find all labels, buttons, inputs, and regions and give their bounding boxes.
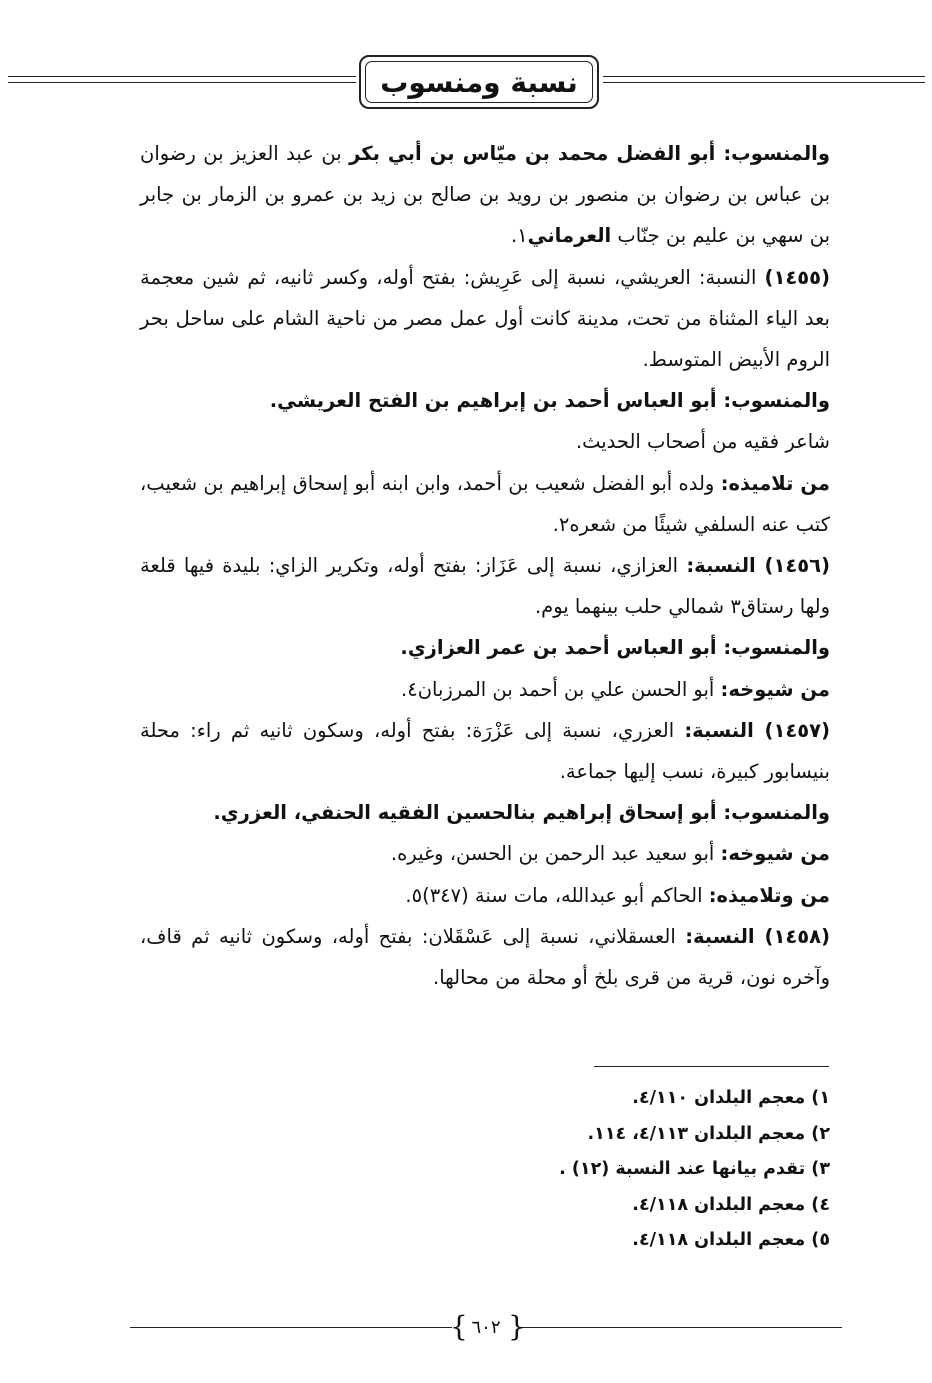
bold-segment: من شيوخه:: [720, 842, 830, 866]
bold-segment: (١٤٥٥): [764, 265, 830, 289]
bold-segment: والمنسوب: أبو العباس أحمد بن إبراهيم بن الفتح العريشي.: [269, 389, 830, 413]
paragraph: [140, 875, 830, 916]
bold-segment: من وتلاميذه:: [708, 883, 830, 907]
footnote-separator: [594, 1066, 829, 1067]
paragraph: [140, 916, 830, 998]
footnote: ٢) معجم البلدان ٤/١١٣، ١١٤.: [587, 1123, 830, 1144]
paragraph: [140, 133, 830, 257]
page-header: [0, 55, 932, 117]
bold-segment: والمنسوب: أبو إسحاق إبراهيم بنالحسين الفقيه الحنفي، العزري.: [213, 801, 830, 825]
text-segment: ولده أبو الفضل شعيب بن أحمد، وابن ابنه أبو إسحاق إبراهيم بن شعيب، كتب عنه السلفي شيئًا من شعره٢.: [140, 471, 830, 536]
bold-segment: (١٤٥٧) النسبة:: [684, 718, 830, 742]
text-segment: ١.: [510, 224, 528, 248]
text-segment: أبو سعيد عبد الرحمن بن الحسن، وغيره.: [390, 842, 721, 866]
text-segment: أبو الحسن علي بن أحمد بن المرزبان٤.: [401, 677, 721, 701]
paragraph: [140, 257, 830, 381]
header-rule-right-bottom: [603, 82, 925, 83]
text-segment: الحاكم أبو عبدالله، مات سنة (٣٤٧)٥.: [405, 883, 709, 907]
page-number: ٦٠٢: [471, 1316, 501, 1338]
footnote: ١) معجم البلدان ٤/١١٠.: [632, 1088, 830, 1108]
bold-segment: العرماني: [527, 224, 612, 248]
paragraph: [140, 792, 830, 833]
page-footer: [0, 1312, 932, 1342]
text-segment: بن عبد العزيز بن رضوان بن عباس بن رضوان بن منصور بن رويد بن صالح بن زيد بن عمرو بن الزمار بن جابر بن سهي بن عليم بن جنّاب: [140, 142, 830, 248]
paragraph: [140, 545, 830, 627]
header-rule-left-bottom: [8, 82, 356, 83]
bold-segment: والمنسوب: أبو العباس أحمد بن عمر العزازي.: [400, 636, 830, 660]
footnote: ٥) معجم البلدان ٤/١١٨.: [632, 1230, 830, 1250]
header-title: نسبة ومنسوب: [380, 65, 578, 99]
bold-segment: من تلاميذه:: [720, 471, 830, 495]
footer-rule-right: [520, 1327, 842, 1328]
header-title-frame: [359, 55, 599, 109]
footnote: ٤) معجم البلدان ٤/١١٨.: [632, 1194, 830, 1215]
footer-brace-right: }: [508, 1310, 526, 1343]
footer-rule-left: [130, 1327, 452, 1328]
main-text: [140, 133, 830, 998]
text-segment: العزري، نسبة إلى عَزْرَة: بفتح أوله، وسكون ثانيه ثم راء: محلة بنيسابور كبيرة، نسب إليها جماعة.: [140, 718, 830, 784]
header-rule-left-top: [8, 76, 356, 77]
paragraph: [140, 421, 830, 462]
footer-brace-left: {: [450, 1310, 468, 1343]
footnotes: [400, 1081, 830, 1259]
bold-segment: والمنسوب: أبو الفضل محمد بن ميّاس بن أبي بكر: [349, 142, 830, 165]
paragraph: [140, 463, 830, 545]
header-rule-right-top: [603, 76, 925, 77]
paragraph: [140, 710, 830, 792]
text-segment: العسقلاني، نسبة إلى عَسْقَلان: بفتح أوله، وسكون ثانيه ثم قاف، وآخره نون، قرية من قرى بلخ أو محلة من محالها.: [140, 924, 830, 990]
paragraph: [140, 833, 830, 874]
paragraph: [140, 380, 830, 421]
bold-segment: (١٤٥٦) النسبة:: [686, 554, 830, 578]
bold-segment: (١٤٥٨) النسبة:: [685, 924, 830, 948]
text-segment: شاعر فقيه من أصحاب الحديث.: [575, 430, 830, 454]
footnote: ٣) تقدم بيانها عند النسبة (١٢) .: [559, 1159, 830, 1179]
bold-segment: من شيوخه:: [720, 677, 830, 701]
paragraph: [140, 627, 830, 668]
text-segment: النسبة: العريشي، نسبة إلى عَرِيش: بفتح أوله، وكسر ثانيه، ثم شين معجمة بعد الياء المثناة من تحت، مدينة كانت أول عمل مصر من ناحية الشام على ساحل بحر الروم الأبيض المتوسط.: [140, 265, 830, 372]
paragraph: [140, 669, 830, 710]
text-segment: العزازي، نسبة إلى عَزَاز: بفتح أوله، وتكرير الزاي: بليدة فيها قلعة ولها رستاق٣ شمالي حلب بينهما يوم.: [140, 554, 830, 619]
